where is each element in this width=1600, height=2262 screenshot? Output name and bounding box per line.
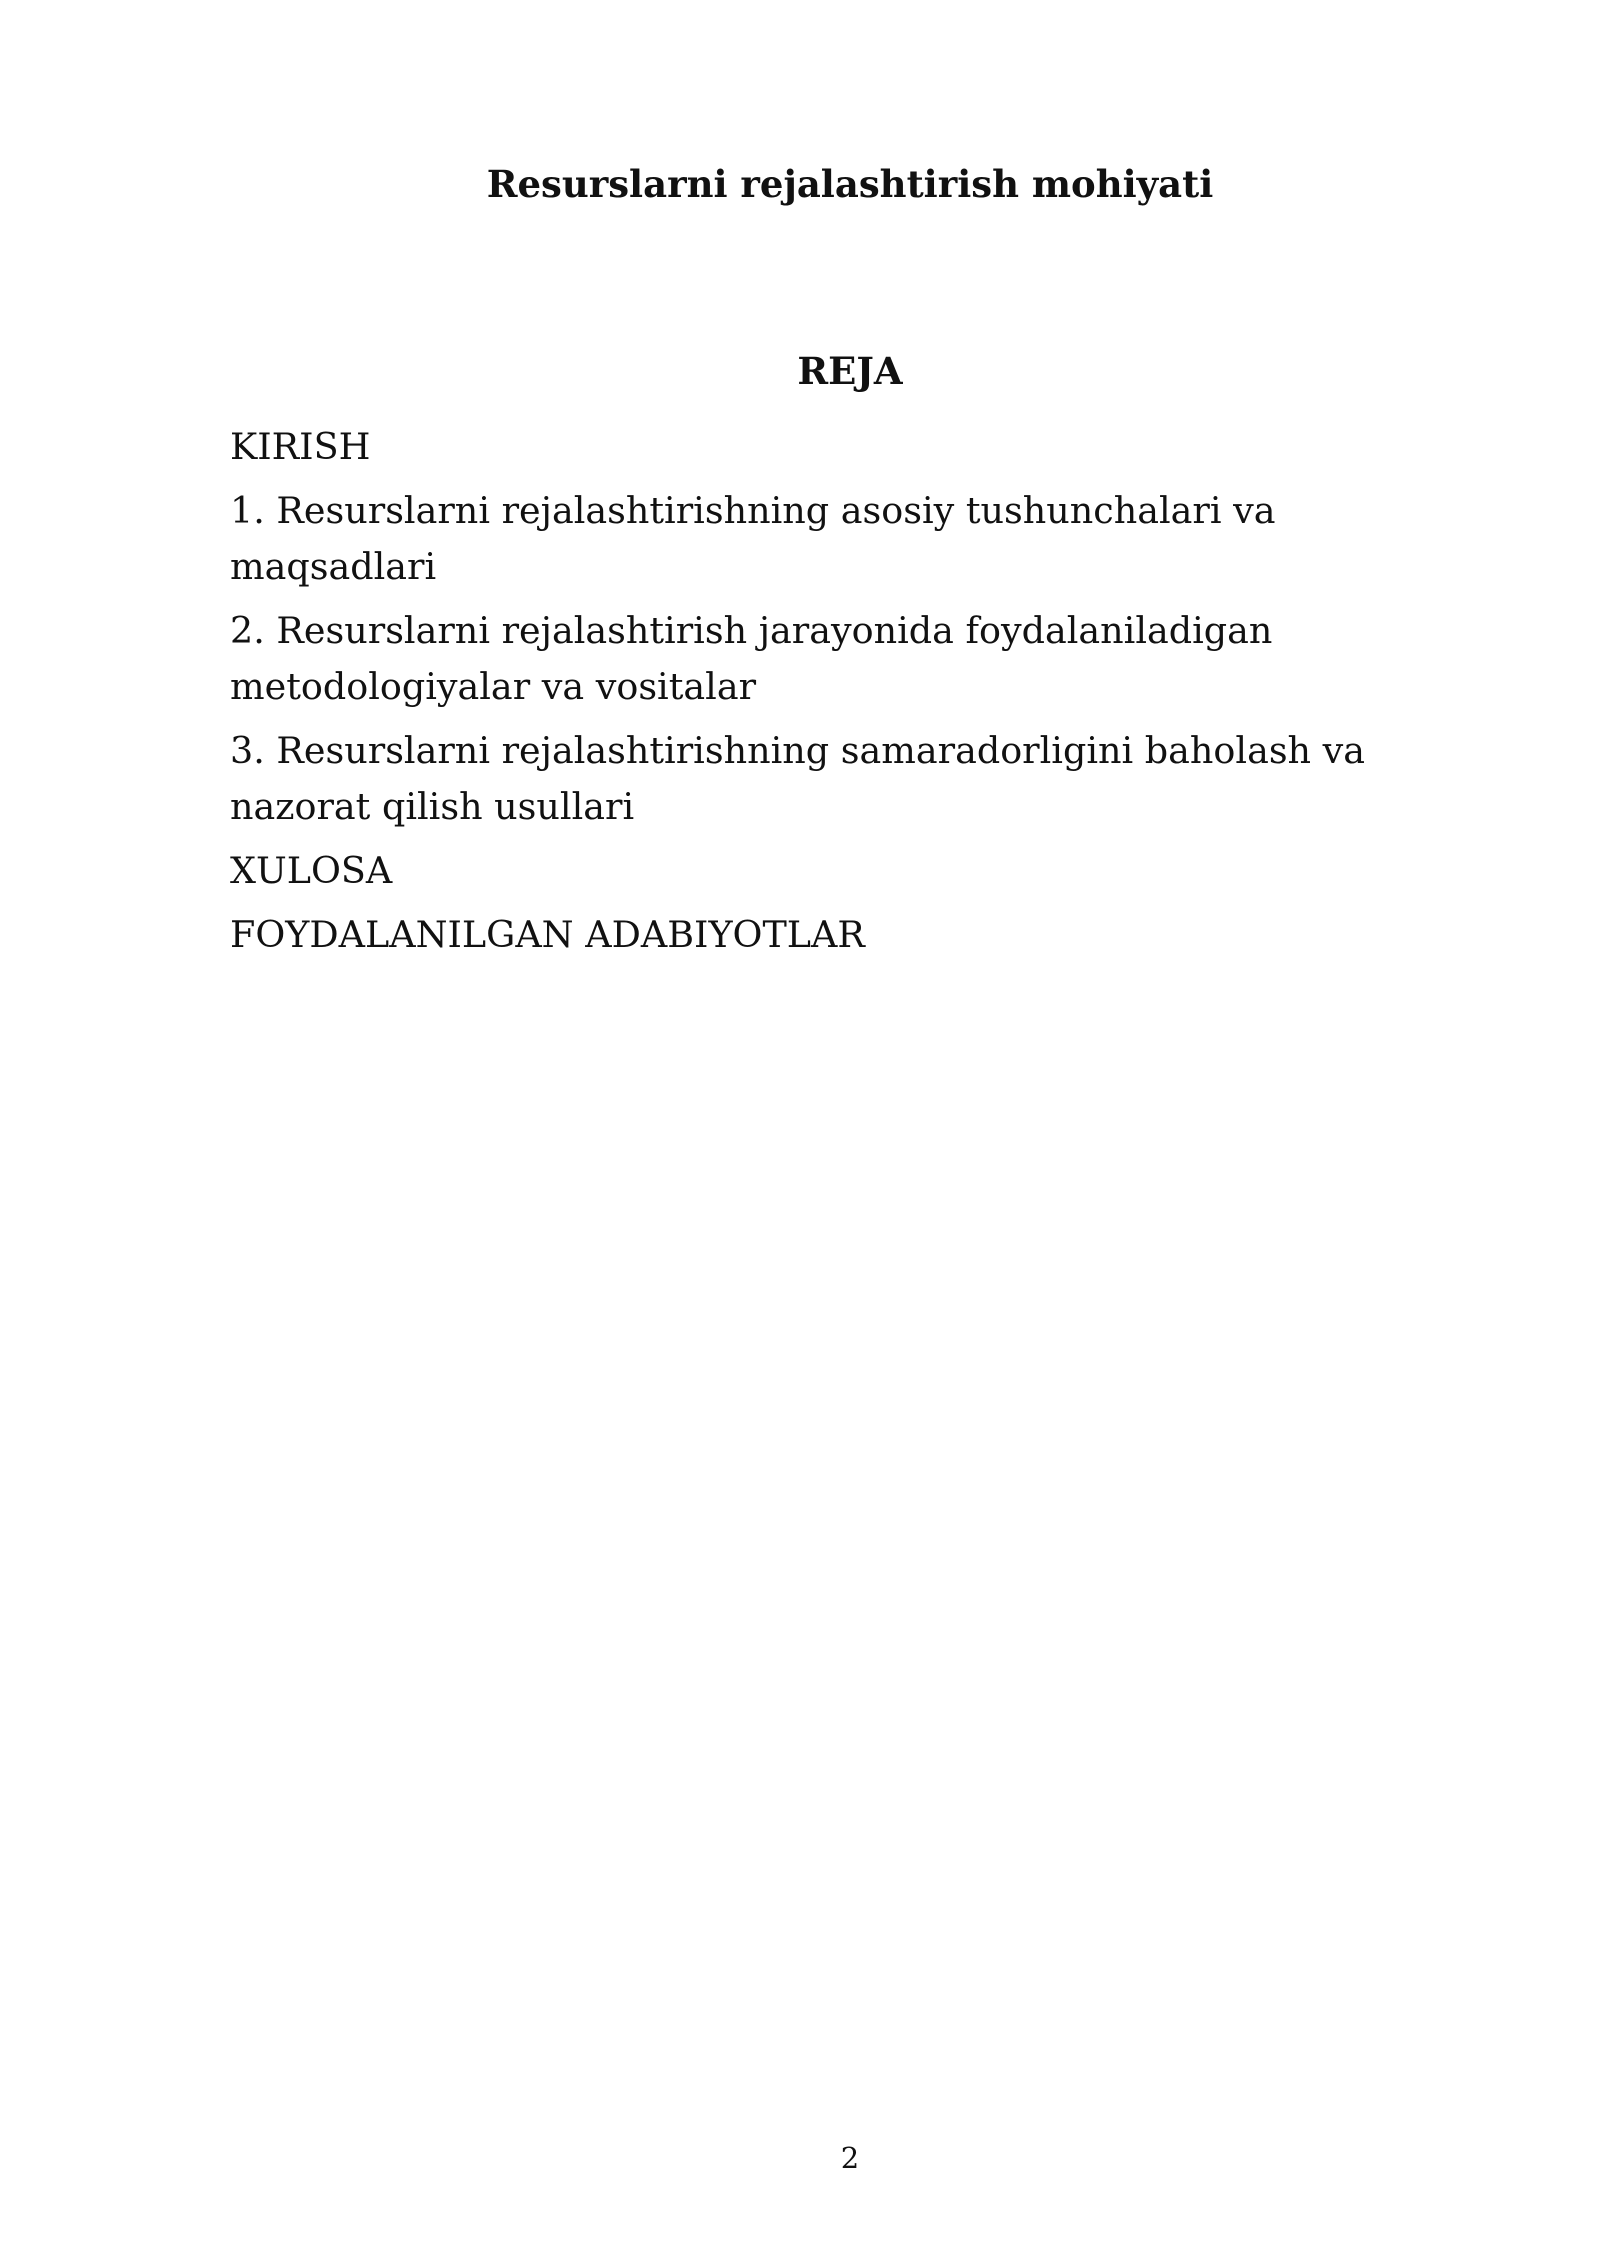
plan-item-3: 3. Resurslarni rejalashtirishning samaradorligini baholash va nazorat qilish usullari xyxy=(230,729,1366,828)
page-number: 2 xyxy=(840,2141,860,2175)
plan-item-references: FOYDALANILGAN ADABIYOTLAR xyxy=(230,913,865,956)
plan-item-conclusion: XULOSA xyxy=(230,849,393,892)
plan-heading: REJA xyxy=(797,349,903,393)
plan-item-2: 2. Resurslarni rejalashtirish jarayonida foydalaniladigan metodologiyalar va vositalar xyxy=(230,609,1273,708)
plan-list xyxy=(230,419,1430,971)
plan-item-1: 1. Resurslarni rejalashtirishning asosiy tushunchalari va maqsadlari xyxy=(230,489,1276,588)
plan-item-introduction: KIRISH xyxy=(230,425,371,468)
document-title: Resurslarni rejalashtirish mohiyati xyxy=(486,162,1214,206)
